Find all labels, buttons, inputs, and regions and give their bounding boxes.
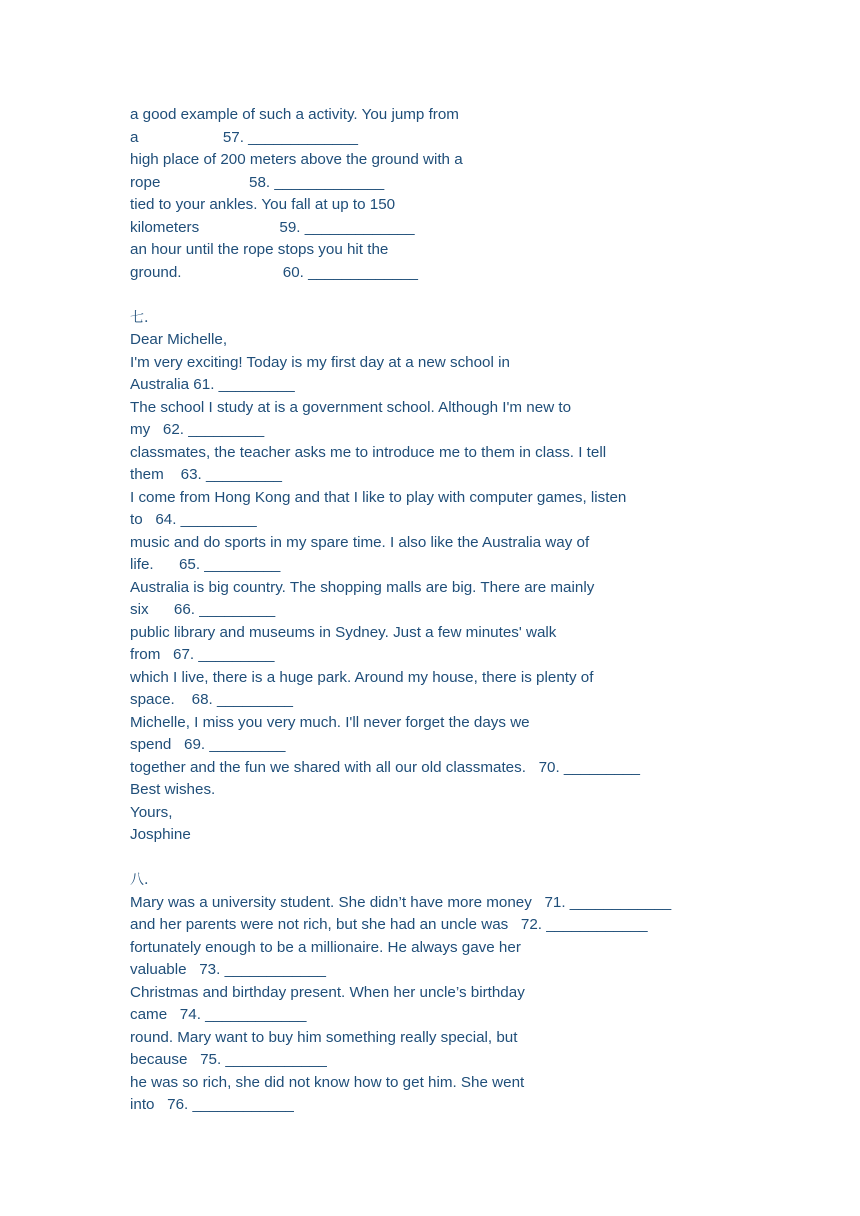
text-line: kilometers 59. _____________ bbox=[130, 218, 415, 236]
text-line: ground. 60. _____________ bbox=[130, 263, 418, 281]
text-line: six 66. _________ bbox=[130, 601, 276, 618]
text-line: music and do sports in my spare time. I also like the Australia way of bbox=[130, 533, 590, 551]
part7-section bbox=[130, 307, 830, 847]
text-line: Michelle, I miss you very much. I'll never forget the days we bbox=[130, 713, 530, 731]
text-line: and her parents were not rich, but she had an uncle was 72. ____________ bbox=[130, 916, 648, 933]
section-heading: 八. bbox=[130, 872, 149, 888]
text-line: I'm very exciting! Today is my first day at a new school in bbox=[130, 353, 510, 371]
text-line: them 63. _________ bbox=[130, 466, 282, 483]
text-line: rope 58. _____________ bbox=[130, 173, 385, 191]
text-line: my 62. _________ bbox=[130, 421, 265, 438]
text-line: life. 65. _________ bbox=[130, 556, 281, 573]
text-line: Australia 61. _________ bbox=[130, 376, 295, 393]
text-line: which I live, there is a huge park. Around my house, there is plenty of bbox=[130, 668, 594, 686]
text-line: Christmas and birthday present. When her uncle’s birthday bbox=[130, 983, 525, 1001]
text-line: round. Mary want to buy him something really special, but bbox=[130, 1028, 518, 1046]
text-line: Mary was a university student. She didn’t have more money 71. ____________ bbox=[130, 893, 672, 911]
text-line: together and the fun we shared with all our old classmates. 70. _________ bbox=[130, 758, 640, 776]
text-line: because 75. ____________ bbox=[130, 1051, 327, 1068]
text-line: Josphine bbox=[130, 826, 191, 843]
text-line: Yours, bbox=[130, 803, 173, 821]
text-line: Best wishes. bbox=[130, 781, 216, 798]
text-line: Australia is big country. The shopping malls are big. There are mainly bbox=[130, 578, 595, 596]
text-line: high place of 200 meters above the ground with a bbox=[130, 151, 463, 168]
text-line: I come from Hong Kong and that I like to play with computer games, listen bbox=[130, 488, 627, 506]
text-line: tied to your ankles. You fall at up to 150 bbox=[130, 196, 396, 213]
text-line: to 64. _________ bbox=[130, 511, 257, 528]
text-line: spend 69. _________ bbox=[130, 736, 286, 753]
text-line: came 74. ____________ bbox=[130, 1006, 307, 1023]
text-line: a good example of such a activity. You jump from bbox=[130, 106, 459, 123]
text-line: public library and museums in Sydney. Just a few minutes' walk bbox=[130, 623, 557, 641]
text-line: from 67. _________ bbox=[130, 646, 275, 663]
text-line: an hour until the rope stops you hit the bbox=[130, 241, 389, 258]
text-line: Dear Michelle, bbox=[130, 331, 228, 348]
text-line: into 76. ____________ bbox=[130, 1096, 294, 1113]
part6-passage bbox=[130, 104, 830, 284]
text-line: fortunately enough to be a millionaire. He always gave her bbox=[130, 938, 521, 956]
text-line: he was so rich, she did not know how to get him. She went bbox=[130, 1073, 525, 1091]
part8-section bbox=[130, 869, 830, 1117]
text-line: classmates, the teacher asks me to introduce me to them in class. I tell bbox=[130, 443, 607, 461]
document-page bbox=[130, 104, 830, 1117]
text-line: space. 68. _________ bbox=[130, 691, 293, 708]
text-line: valuable 73. ____________ bbox=[130, 961, 326, 978]
section-heading: 七. bbox=[130, 309, 149, 326]
text-line: The school I study at is a government school. Although I'm new to bbox=[130, 398, 572, 416]
text-line: a 57. _____________ bbox=[130, 128, 358, 146]
